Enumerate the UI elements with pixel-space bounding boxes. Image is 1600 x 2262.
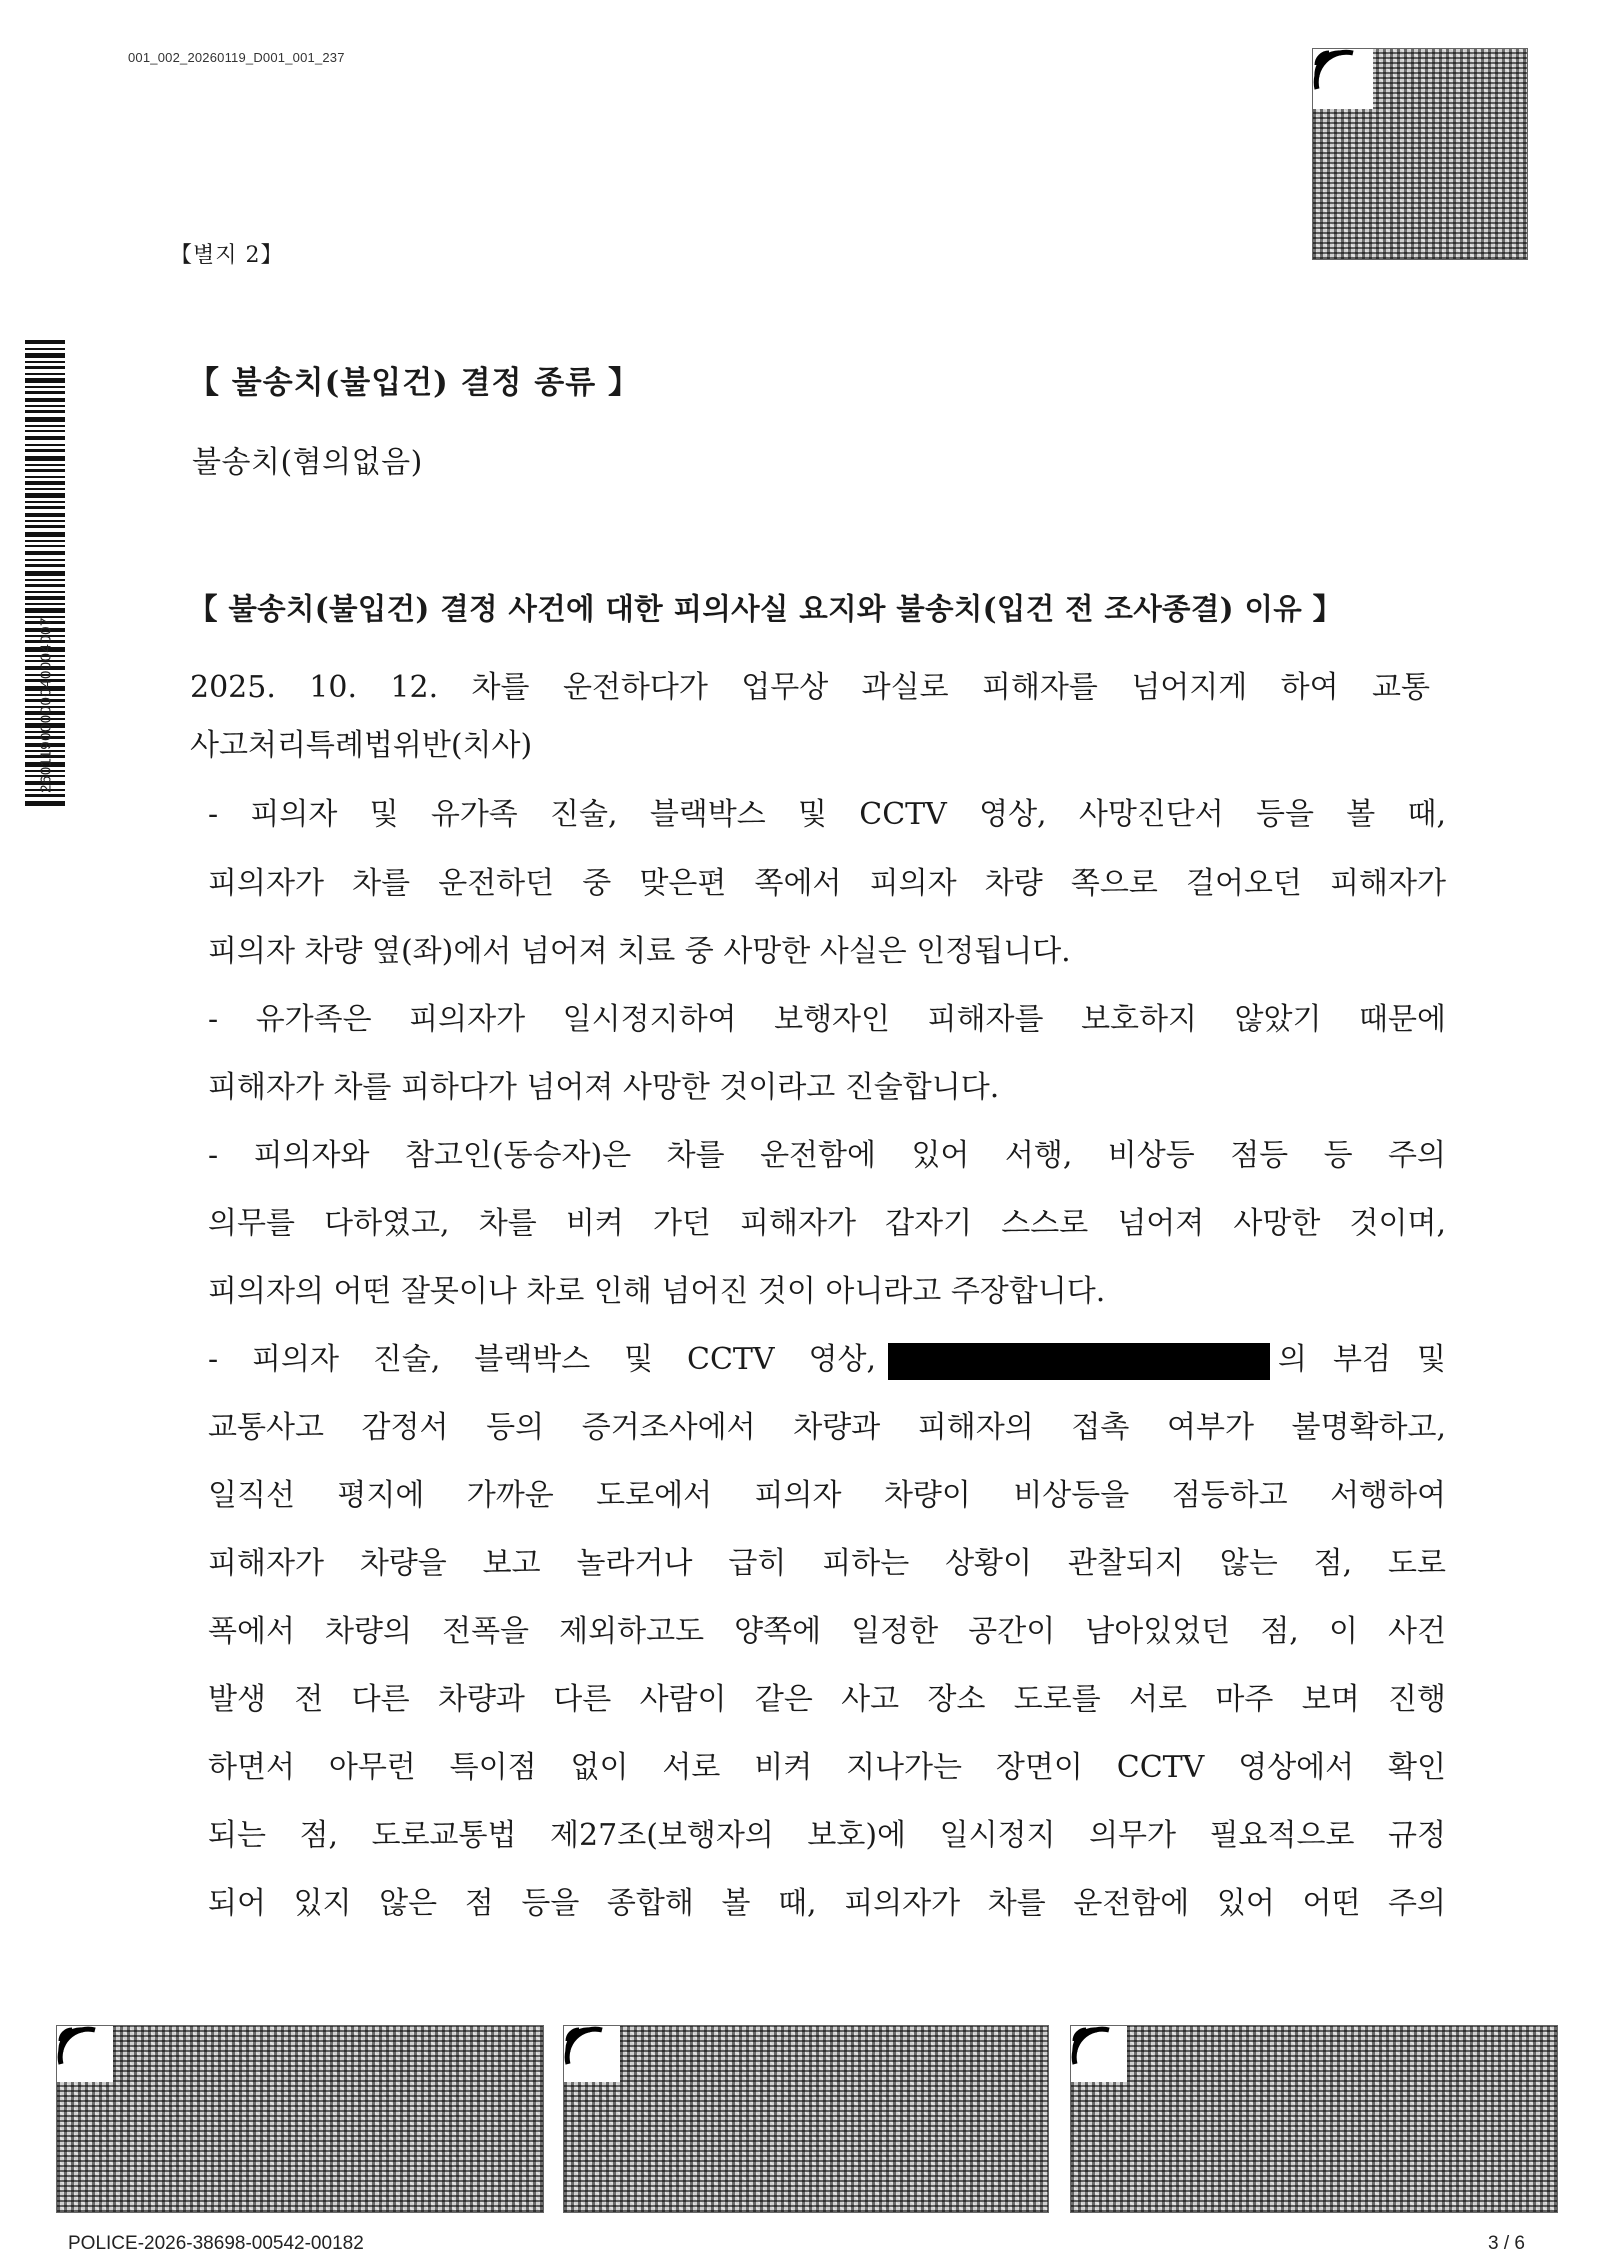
qr-corner-mark-icon [1071,2026,1127,2082]
body-line: 피의자의 어떤 잘못이나 차로 인해 넘어진 것이 아니라고 주장합니다. [208,1274,1106,1309]
page-number: 3 / 6 [1488,2233,1525,2254]
qr-corner-mark-icon [564,2026,620,2082]
body-line: 피의자 차량 옆(좌)에서 넘어져 치료 중 사망한 사실은 인정됩니다. [208,934,1071,969]
qr-corner-mark-icon [1313,49,1373,109]
document-id: 001_002_20260119_D001_001_237 [128,50,345,65]
body-line: 되어 있지 않은 점 등을 종합해 볼 때, 피의자가 차를 운전함에 있어 어떤 주의 [208,1886,1446,1921]
redaction-bar [888,1343,1270,1380]
decision-type: 불송치(혐의없음) [192,445,423,480]
body-line: 2025. 10. 12. 차를 운전하다가 업무상 과실로 피해자를 넘어지게 하여 교통 [190,670,1430,705]
body-line: - 유가족은 피의자가 일시정지하여 보행자인 피해자를 보호하지 않았기 때문에 [208,1002,1446,1037]
body-line: 발생 전 다른 차량과 다른 사람이 같은 사고 장소 도로를 서로 마주 보며 진행 [208,1682,1446,1717]
body-line: 교통사고 감정서 등의 증거조사에서 차량과 피해자의 접촉 여부가 불명확하고, [208,1410,1446,1445]
body-line: 일직선 평지에 가까운 도로에서 피의자 차량이 비상등을 점등하고 서행하여 [208,1478,1446,1513]
case-number: POLICE-2026-38698-00542-00182 [68,2233,364,2254]
bottom-qr-code-2 [563,2025,1049,2213]
body-line: 하면서 아무런 특이점 없이 서로 비켜 지나가는 장면이 CCTV 영상에서 확인 [208,1750,1446,1785]
attachment-label: 【별지 2】 [170,243,284,268]
body-line: 피해자가 차를 피하다가 넘어져 사망한 것이라고 진술합니다. [208,1070,1000,1105]
body-line: - 피의자와 참고인(동승자)은 차를 운전함에 있어 서행, 비상등 점등 등 주의 [208,1138,1446,1173]
body-line: 피해자가 차량을 보고 놀라거나 급히 피하는 상황이 관찰되지 않는 점, 도로 [208,1546,1446,1581]
body-line: 피의자가 차를 운전하던 중 맞은편 쪽에서 피의자 차량 쪽으로 걸어오던 피해자가 [208,866,1446,901]
reason-heading: 【 불송치(불입건) 결정 사건에 대한 피의사실 요지와 불송치(입건 전 조사종결) 이유 】 [188,591,1343,626]
bottom-qr-code-1 [56,2025,544,2213]
top-qr-code [1312,48,1528,260]
body-line: 폭에서 차량의 전폭을 제외하고도 양쪽에 일정한 공간이 남아있었던 점, 이 사건 [208,1614,1446,1649]
bottom-qr-code-3 [1070,2025,1558,2213]
decision-type-heading: 【 불송치(불입건) 결정 종류 】 [188,365,640,401]
side-barcode-number: 26011900000040004007 [37,617,55,793]
body-line: 사고처리특례법위반(치사) [190,728,533,763]
qr-corner-mark-icon [57,2026,113,2082]
body-line: - 피의자 진술, 블랙박스 및 CCTV 영상, [208,1342,876,1377]
body-line: 의무를 다하였고, 차를 비켜 가던 피해자가 갑자기 스스로 넘어져 사망한 것이며, [208,1206,1446,1241]
body-line: 되는 점, 도로교통법 제27조(보행자의 보호)에 일시정지 의무가 필요적으로 규정 [208,1818,1446,1853]
body-line: - 피의자 및 유가족 진술, 블랙박스 및 CCTV 영상, 사망진단서 등을 볼 때, [208,797,1446,832]
body-line: 의 부검 및 [1278,1342,1446,1377]
